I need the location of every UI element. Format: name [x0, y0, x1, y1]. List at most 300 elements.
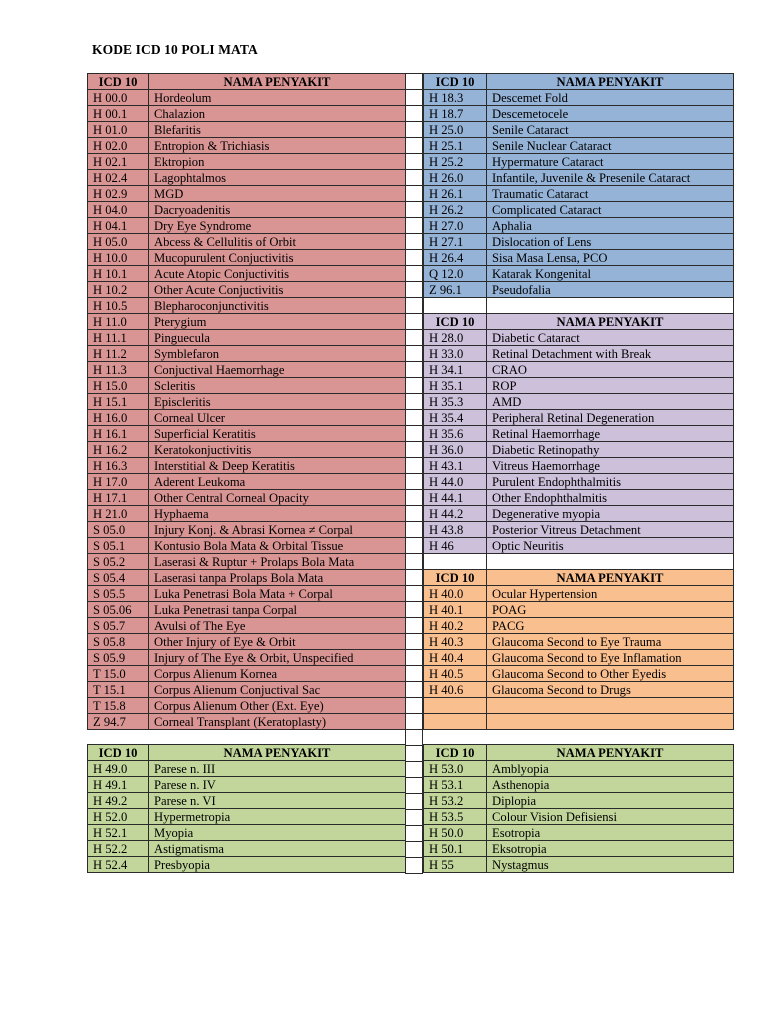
- icd-code-cell: H 50.0: [424, 825, 487, 841]
- separator-cell: [405, 634, 423, 650]
- icd-code-cell: H 10.2: [88, 282, 149, 298]
- table-row: [88, 154, 406, 170]
- icd-code-cell: H 40.6: [424, 682, 487, 698]
- disease-name-cell: Avulsi of The Eye: [149, 618, 406, 634]
- empty-cell: [424, 554, 487, 570]
- table-header-row: [88, 745, 406, 761]
- table-row: [88, 666, 406, 682]
- icd-code-cell: H 55: [424, 857, 487, 873]
- icd-code-cell: H 34.1: [424, 362, 487, 378]
- table-row: [424, 506, 734, 522]
- table-motility-refraction: [87, 744, 406, 873]
- icd-code-cell: H 52.4: [88, 857, 149, 873]
- icd-code-cell: H 27.0: [424, 218, 487, 234]
- table-row: [424, 650, 734, 666]
- icd-code-cell: H 49.1: [88, 777, 149, 793]
- table-eyelid-cornea-trauma: [87, 73, 406, 730]
- table-row: [88, 586, 406, 602]
- table-header-row: [424, 74, 734, 90]
- table-row: [424, 458, 734, 474]
- icd-code-cell: H 35.3: [424, 394, 487, 410]
- separator-cell: [405, 314, 423, 330]
- table-row: [88, 234, 406, 250]
- disease-name-cell: Scleritis: [149, 378, 406, 394]
- icd-code-cell: H 17.1: [88, 490, 149, 506]
- disease-name-cell: Colour Vision Defisiensi: [487, 809, 734, 825]
- icd-code-cell: S 05.5: [88, 586, 149, 602]
- icd-code-cell: H 40.3: [424, 634, 487, 650]
- table-header-row: [424, 745, 734, 761]
- disease-name-cell: Eksotropia: [487, 841, 734, 857]
- table-lens-retina-glaucoma: [423, 73, 734, 730]
- table-row: [88, 138, 406, 154]
- disease-name-cell: Keratokonjuctivitis: [149, 442, 406, 458]
- separator-cell: [405, 362, 423, 378]
- disease-name-cell: Other Injury of Eye & Orbit: [149, 634, 406, 650]
- disease-name-cell: Diabetic Retinopathy: [487, 442, 734, 458]
- icd-code-cell: H 25.2: [424, 154, 487, 170]
- disease-name-cell: Lagophtalmos: [149, 170, 406, 186]
- separator-cell: [405, 154, 423, 170]
- disease-name-cell: Symblefaron: [149, 346, 406, 362]
- separator-cell: [405, 234, 423, 250]
- table-binocular-vision: [423, 744, 734, 873]
- disease-name-cell: Interstitial & Deep Keratitis: [149, 458, 406, 474]
- disease-name-cell: Corneal Ulcer: [149, 410, 406, 426]
- disease-name-cell: Glaucoma Second to Drugs: [487, 682, 734, 698]
- disease-name-cell: Aphalia: [487, 218, 734, 234]
- icd-code-cell: H 02.0: [88, 138, 149, 154]
- disease-name-cell: Ocular Hypertension: [487, 586, 734, 602]
- disease-name-cell: Conjuctival Haemorrhage: [149, 362, 406, 378]
- icd-code-cell: S 05.1: [88, 538, 149, 554]
- disease-name-cell: Purulent Endophthalmitis: [487, 474, 734, 490]
- table-row: [88, 266, 406, 282]
- disease-name-cell: Chalazion: [149, 106, 406, 122]
- icd-code-cell: H 15.0: [88, 378, 149, 394]
- disease-name-cell: Descemet Fold: [487, 90, 734, 106]
- disease-name-cell: Dislocation of Lens: [487, 234, 734, 250]
- disease-name-cell: Posterior Vitreus Detachment: [487, 522, 734, 538]
- icd-code-cell: S 05.2: [88, 554, 149, 570]
- table-row: [88, 106, 406, 122]
- icd-code-cell: H 04.1: [88, 218, 149, 234]
- separator-cell: [405, 410, 423, 426]
- icd-code-cell: H 53.2: [424, 793, 487, 809]
- header-icd-code: ICD 10: [424, 74, 487, 90]
- disease-name-cell: Luka Penetrasi Bola Mata + Corpal: [149, 586, 406, 602]
- table-row: [88, 506, 406, 522]
- header-icd-code: ICD 10: [424, 570, 487, 586]
- blank-row: [424, 298, 734, 314]
- icd-code-cell: H 52.1: [88, 825, 149, 841]
- disease-name-cell: Corpus Alienum Other (Ext. Eye): [149, 698, 406, 714]
- table-row: [424, 602, 734, 618]
- icd-code-cell: H 49.2: [88, 793, 149, 809]
- icd-code-cell: H 40.4: [424, 650, 487, 666]
- column-separator: [405, 73, 423, 873]
- icd-code-cell: S 05.06: [88, 602, 149, 618]
- empty-cell: [487, 554, 734, 570]
- icd-code-cell: H 02.4: [88, 170, 149, 186]
- separator-cell: [405, 762, 423, 778]
- separator-cell: [405, 73, 423, 90]
- separator-cell: [405, 378, 423, 394]
- separator-cell: [405, 506, 423, 522]
- icd-code-cell: H 40.0: [424, 586, 487, 602]
- table-row: [424, 682, 734, 698]
- header-icd-code: ICD 10: [424, 745, 487, 761]
- separator-cell: [405, 106, 423, 122]
- disease-name-cell: Asthenopia: [487, 777, 734, 793]
- table-row: [424, 266, 734, 282]
- table-row: [424, 841, 734, 857]
- disease-name-cell: Pseudofalia: [487, 282, 734, 298]
- disease-name-cell: Dacryoadenitis: [149, 202, 406, 218]
- empty-cell: [487, 298, 734, 314]
- disease-name-cell: Mucopurulent Conjuctivitis: [149, 250, 406, 266]
- disease-name-cell: Pinguecula: [149, 330, 406, 346]
- icd-code-cell: S 05.4: [88, 570, 149, 586]
- header-icd-code: ICD 10: [88, 74, 149, 90]
- disease-name-cell: Injury Konj. & Abrasi Kornea ≠ Corpal: [149, 522, 406, 538]
- disease-name-cell: Kontusio Bola Mata & Orbital Tissue: [149, 538, 406, 554]
- disease-name-cell: Peripheral Retinal Degeneration: [487, 410, 734, 426]
- disease-name-cell: Glaucoma Second to Eye Trauma: [487, 634, 734, 650]
- icd-code-cell: H 43.8: [424, 522, 487, 538]
- table-row: [88, 426, 406, 442]
- icd-code-cell: H 46: [424, 538, 487, 554]
- icd-code-cell: H 01.0: [88, 122, 149, 138]
- separator-cell: [405, 586, 423, 602]
- icd-code-cell: Q 12.0: [424, 266, 487, 282]
- disease-name-cell: Glaucoma Second to Other Eyedis: [487, 666, 734, 682]
- separator-cell: [405, 346, 423, 362]
- icd-code-cell: H 27.1: [424, 234, 487, 250]
- table-row: [88, 122, 406, 138]
- disease-name-cell: Complicated Cataract: [487, 202, 734, 218]
- table-row: [88, 490, 406, 506]
- table-row: [424, 410, 734, 426]
- table-row: [88, 330, 406, 346]
- separator-cell: [405, 858, 423, 874]
- table-row: [88, 522, 406, 538]
- icd-code-cell: H 25.1: [424, 138, 487, 154]
- disease-name-cell: Abcess & Cellulitis of Orbit: [149, 234, 406, 250]
- disease-name-cell: Hypermetropia: [149, 809, 406, 825]
- disease-name-cell: Pterygium: [149, 314, 406, 330]
- table-row: [88, 394, 406, 410]
- table-row: [88, 538, 406, 554]
- icd-code-cell: H 11.2: [88, 346, 149, 362]
- icd-code-cell: Z 96.1: [424, 282, 487, 298]
- separator-cell: [405, 682, 423, 698]
- table-row: [88, 362, 406, 378]
- disease-name-cell: Aderent Leukoma: [149, 474, 406, 490]
- separator-cell: [405, 618, 423, 634]
- table-row: [424, 442, 734, 458]
- icd-code-cell: H 25.0: [424, 122, 487, 138]
- table-row: [88, 777, 406, 793]
- disease-name-cell: Diabetic Cataract: [487, 330, 734, 346]
- disease-name-cell: Injury of The Eye & Orbit, Unspecified: [149, 650, 406, 666]
- icd-code-cell: H 53.1: [424, 777, 487, 793]
- table-row: [88, 714, 406, 730]
- disease-name-cell: Retinal Detachment with Break: [487, 346, 734, 362]
- disease-name-cell: Glaucoma Second to Eye Inflamation: [487, 650, 734, 666]
- table-row: [424, 170, 734, 186]
- icd-code-cell: H 35.1: [424, 378, 487, 394]
- table-row: [88, 170, 406, 186]
- disease-name-cell: PACG: [487, 618, 734, 634]
- disease-name-cell: Parese n. IV: [149, 777, 406, 793]
- separator-cell: [405, 426, 423, 442]
- disease-name-cell: Astigmatisma: [149, 841, 406, 857]
- separator-cell: [405, 474, 423, 490]
- icd-code-cell: H 26.2: [424, 202, 487, 218]
- table-header-row: [424, 570, 734, 586]
- table-row: [88, 825, 406, 841]
- disease-name-cell: Myopia: [149, 825, 406, 841]
- table-row: [88, 186, 406, 202]
- icd-code-cell: H 21.0: [88, 506, 149, 522]
- table-row: [424, 90, 734, 106]
- table-row: [424, 809, 734, 825]
- icd-code-cell: H 16.1: [88, 426, 149, 442]
- icd-code-cell: H 44.0: [424, 474, 487, 490]
- header-disease-name: NAMA PENYAKIT: [487, 74, 734, 90]
- icd-code-cell: H 00.1: [88, 106, 149, 122]
- icd-code-cell: H 49.0: [88, 761, 149, 777]
- icd-code-cell: H 40.1: [424, 602, 487, 618]
- icd-code-cell: H 28.0: [424, 330, 487, 346]
- table-row: [424, 154, 734, 170]
- table-row: [88, 634, 406, 650]
- separator-cell: [405, 810, 423, 826]
- disease-name-cell: Amblyopia: [487, 761, 734, 777]
- table-row: [88, 650, 406, 666]
- disease-name-cell: Hyphaema: [149, 506, 406, 522]
- table-row: [88, 410, 406, 426]
- disease-name-cell: Diplopia: [487, 793, 734, 809]
- table-row: [424, 330, 734, 346]
- icd-code-cell: H 26.1: [424, 186, 487, 202]
- table-row: [88, 250, 406, 266]
- disease-name-cell: Laserasi tanpa Prolaps Bola Mata: [149, 570, 406, 586]
- icd-code-cell: H 10.5: [88, 298, 149, 314]
- icd-code-cell: T 15.0: [88, 666, 149, 682]
- icd-code-cell: H 35.4: [424, 410, 487, 426]
- table-row: [88, 378, 406, 394]
- separator-cell: [405, 330, 423, 346]
- table-row: [88, 698, 406, 714]
- table-row: [88, 442, 406, 458]
- disease-name-cell: Ektropion: [149, 154, 406, 170]
- header-icd-code: ICD 10: [88, 745, 149, 761]
- icd-code-cell: H 52.2: [88, 841, 149, 857]
- separator-cell: [405, 794, 423, 810]
- disease-name-cell: Dry Eye Syndrome: [149, 218, 406, 234]
- separator-cell: [405, 298, 423, 314]
- icd-code-cell: H 53.5: [424, 809, 487, 825]
- separator-cell: [405, 554, 423, 570]
- disease-name-cell: Other Central Corneal Opacity: [149, 490, 406, 506]
- separator-cell: [405, 458, 423, 474]
- disease-name-cell: Hypermature Cataract: [487, 154, 734, 170]
- table-row: [424, 474, 734, 490]
- table-row: [88, 618, 406, 634]
- table-row: [424, 362, 734, 378]
- separator-cell: [405, 282, 423, 298]
- disease-name-cell: AMD: [487, 394, 734, 410]
- icd-code-cell: H 16.3: [88, 458, 149, 474]
- icd-code-cell: S 05.8: [88, 634, 149, 650]
- icd-code-cell: T 15.8: [88, 698, 149, 714]
- disease-name-cell: Laserasi & Ruptur + Prolaps Bola Mata: [149, 554, 406, 570]
- icd-code-cell: S 05.0: [88, 522, 149, 538]
- table-row: [88, 793, 406, 809]
- separator-cell: [405, 490, 423, 506]
- icd-code-cell: H 43.1: [424, 458, 487, 474]
- table-row: [424, 234, 734, 250]
- table-row: [424, 666, 734, 682]
- separator-cell: [405, 202, 423, 218]
- separator-cell: [405, 730, 423, 746]
- icd-code-cell: H 18.3: [424, 90, 487, 106]
- disease-name-cell: Blefaritis: [149, 122, 406, 138]
- disease-name-cell: Corpus Alienum Conjuctival Sac: [149, 682, 406, 698]
- table-row: [88, 602, 406, 618]
- disease-name-cell: Parese n. VI: [149, 793, 406, 809]
- separator-cell: [405, 394, 423, 410]
- icd-code-cell: H 15.1: [88, 394, 149, 410]
- disease-name-cell: Senile Cataract: [487, 122, 734, 138]
- icd-code-cell: H 44.1: [424, 490, 487, 506]
- disease-name-cell: Episcleritis: [149, 394, 406, 410]
- icd-code-cell: H 44.2: [424, 506, 487, 522]
- separator-cell: [405, 602, 423, 618]
- table-row: [88, 682, 406, 698]
- icd-code-cell: Z 94.7: [88, 714, 149, 730]
- separator-cell: [405, 218, 423, 234]
- disease-name-cell: Retinal Haemorrhage: [487, 426, 734, 442]
- disease-name-cell: Other Endophthalmitis: [487, 490, 734, 506]
- disease-name-cell: Descemetocele: [487, 106, 734, 122]
- icd-code-cell: H 52.0: [88, 809, 149, 825]
- disease-name-cell: CRAO: [487, 362, 734, 378]
- disease-name-cell: Hordeolum: [149, 90, 406, 106]
- table-row: [424, 426, 734, 442]
- separator-cell: [405, 698, 423, 714]
- disease-name-cell: Vitreus Haemorrhage: [487, 458, 734, 474]
- separator-cell: [405, 778, 423, 794]
- empty-cell: [487, 714, 734, 730]
- table-row: [424, 793, 734, 809]
- icd-code-cell: H 53.0: [424, 761, 487, 777]
- table-row: [424, 186, 734, 202]
- icd-code-cell: H 11.0: [88, 314, 149, 330]
- disease-name-cell: Nystagmus: [487, 857, 734, 873]
- disease-name-cell: Traumatic Cataract: [487, 186, 734, 202]
- separator-cell: [405, 186, 423, 202]
- disease-name-cell: ROP: [487, 378, 734, 394]
- disease-name-cell: MGD: [149, 186, 406, 202]
- table-row: [88, 90, 406, 106]
- empty-cell: [424, 714, 487, 730]
- table-row: [424, 282, 734, 298]
- header-disease-name: NAMA PENYAKIT: [149, 74, 406, 90]
- icd-code-cell: S 05.7: [88, 618, 149, 634]
- disease-name-cell: POAG: [487, 602, 734, 618]
- header-icd-code: ICD 10: [424, 314, 487, 330]
- icd-code-cell: H 16.2: [88, 442, 149, 458]
- table-row: [424, 346, 734, 362]
- disease-name-cell: Sisa Masa Lensa, PCO: [487, 250, 734, 266]
- separator-cell: [405, 538, 423, 554]
- disease-name-cell: Other Acute Conjuctivitis: [149, 282, 406, 298]
- icd-code-cell: H 02.9: [88, 186, 149, 202]
- disease-name-cell: Superficial Keratitis: [149, 426, 406, 442]
- icd-code-cell: H 26.0: [424, 170, 487, 186]
- table-row: [424, 761, 734, 777]
- table-row: [88, 809, 406, 825]
- table-row: [424, 634, 734, 650]
- table-row: [424, 538, 734, 554]
- disease-name-cell: Corpus Alienum Kornea: [149, 666, 406, 682]
- table-row: [424, 618, 734, 634]
- icd-code-cell: H 00.0: [88, 90, 149, 106]
- disease-name-cell: Acute Atopic Conjuctivitis: [149, 266, 406, 282]
- table-row: [88, 218, 406, 234]
- table-row: [424, 825, 734, 841]
- page-title: KODE ICD 10 POLI MATA: [92, 42, 258, 57]
- disease-name-cell: Corneal Transplant (Keratoplasty): [149, 714, 406, 730]
- header-disease-name: NAMA PENYAKIT: [149, 745, 406, 761]
- table-row: [88, 841, 406, 857]
- table-row: [424, 250, 734, 266]
- empty-cell: [424, 298, 487, 314]
- separator-cell: [405, 266, 423, 282]
- icd-code-cell: H 16.0: [88, 410, 149, 426]
- icd-code-cell: H 10.1: [88, 266, 149, 282]
- icd-code-cell: H 50.1: [424, 841, 487, 857]
- icd-code-cell: H 40.2: [424, 618, 487, 634]
- separator-cell: [405, 714, 423, 730]
- table-row: [88, 761, 406, 777]
- blank-row: [424, 714, 734, 730]
- table-header-row: [88, 74, 406, 90]
- table-row: [424, 586, 734, 602]
- table-row: [424, 218, 734, 234]
- disease-name-cell: Parese n. III: [149, 761, 406, 777]
- separator-cell: [405, 746, 423, 762]
- icd-code-cell: H 04.0: [88, 202, 149, 218]
- separator-cell: [405, 90, 423, 106]
- disease-name-cell: Luka Penetrasi tanpa Corpal: [149, 602, 406, 618]
- table-row: [424, 394, 734, 410]
- icd-code-cell: H 10.0: [88, 250, 149, 266]
- icd-code-cell: H 26.4: [424, 250, 487, 266]
- icd-code-cell: H 33.0: [424, 346, 487, 362]
- separator-cell: [405, 826, 423, 842]
- header-disease-name: NAMA PENYAKIT: [487, 570, 734, 586]
- separator-cell: [405, 138, 423, 154]
- table-row: [88, 282, 406, 298]
- table-row: [424, 777, 734, 793]
- table-row: [88, 474, 406, 490]
- disease-name-cell: Katarak Kongenital: [487, 266, 734, 282]
- table-row: [424, 857, 734, 873]
